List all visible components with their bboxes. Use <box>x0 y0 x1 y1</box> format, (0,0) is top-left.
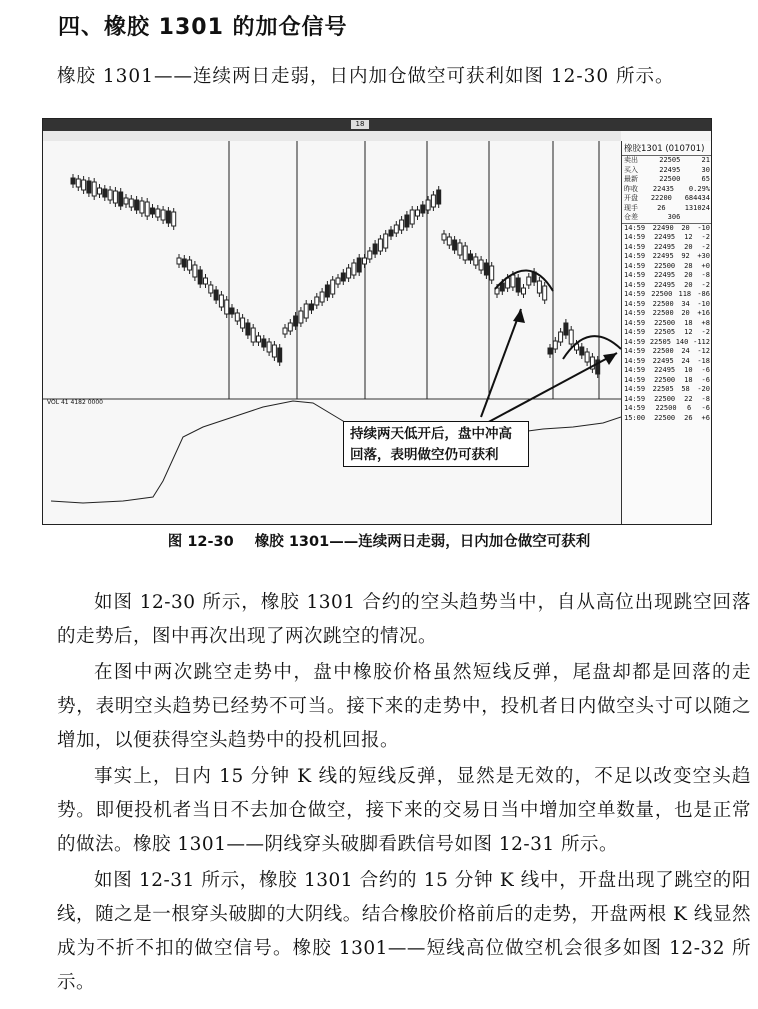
tick-cell: 20 <box>681 223 690 232</box>
quote-row <box>622 213 712 223</box>
quote-cell: 昨收 <box>624 184 638 193</box>
quote-row <box>622 175 712 185</box>
tick-cell: 140 <box>675 337 689 346</box>
candle-body <box>315 297 319 305</box>
candle-body <box>426 200 430 210</box>
tick-cell: 14:59 <box>624 356 646 365</box>
candle-body <box>294 316 298 326</box>
quote-cell: 买入 <box>624 165 638 174</box>
tick-row <box>622 252 712 262</box>
candle-body <box>569 330 573 344</box>
candle-body <box>272 345 276 357</box>
tick-cell: 14:59 <box>624 404 646 412</box>
candle-body <box>108 190 112 200</box>
candle-body <box>156 209 160 217</box>
tick-cell: 28 <box>684 261 693 270</box>
tick-row <box>622 357 712 367</box>
tick-cell: 20 <box>684 242 693 251</box>
candle-body <box>522 288 526 294</box>
quote-cell: 131024 <box>684 203 710 212</box>
candle-body <box>225 300 229 314</box>
quote-cell: 306 <box>667 213 681 221</box>
tick-cell: 22500 <box>654 394 676 403</box>
candle-body <box>140 201 144 213</box>
candle-body <box>76 179 80 187</box>
tick-row <box>622 366 712 376</box>
candle-body <box>442 234 446 240</box>
candle-body <box>543 286 547 300</box>
callout-line-1: 持续两天低开后，盘中冲高 <box>350 426 512 442</box>
indicator-label: VOL 41 4182 0000 <box>47 399 103 406</box>
tick-cell: 24 <box>681 347 690 355</box>
candle-body <box>511 275 515 287</box>
quote-cell: 684434 <box>684 194 710 202</box>
candle-body <box>151 208 155 214</box>
quote-summary <box>622 156 712 223</box>
quote-cell: 26 <box>657 203 666 212</box>
tick-cell: 58 <box>681 385 690 393</box>
tick-cell: 10 <box>684 366 693 374</box>
quote-cell: 0.29% <box>688 184 710 193</box>
quote-row <box>622 194 712 204</box>
candle-body <box>405 215 409 227</box>
tick-cell: 14:59 <box>624 366 646 374</box>
tick-cell: 20 <box>684 271 693 279</box>
quote-cell: 65 <box>701 175 710 183</box>
candle-body <box>299 311 303 323</box>
chart-toolbar <box>43 131 621 141</box>
candle-body <box>437 190 441 204</box>
tick-cell: 22505 <box>649 337 671 346</box>
tick-cell: 22500 <box>654 318 676 327</box>
candlestick-chart <box>43 141 621 524</box>
quote-row <box>622 156 712 166</box>
tick-cell: -12 <box>697 347 710 355</box>
candle-body <box>416 210 420 216</box>
tick-cell: 22495 <box>654 271 676 279</box>
candle-body <box>553 341 557 349</box>
candle-body <box>278 348 282 362</box>
candle-body <box>585 352 589 362</box>
callout-line-2: 回落，表明做空仍可获利 <box>350 447 499 463</box>
candle-body <box>474 257 478 265</box>
tick-cell: 14:59 <box>624 347 646 355</box>
candle-body <box>209 285 213 293</box>
tick-row <box>622 309 712 319</box>
tick-cell: -2 <box>701 280 710 289</box>
candle-body <box>400 220 404 230</box>
quote-cell: 21 <box>701 156 710 164</box>
quote-cell: 22500 <box>659 175 681 183</box>
tick-row <box>622 233 712 243</box>
paragraph: 如图 12-31 所示，橡胶 1301 合约的 15 分钟 K 线中，开盘出现了跳空的阳线，随之是一根穿头破脚的大阴线。结合橡胶价格前后的走势，开盘两根 K 线显然成为不折不扣的做空信号。橡胶 1301——短线高位做空机会很多如图 12-32 所示。 <box>57 870 751 993</box>
paragraph: 在图中两次跳空走势中，盘中橡胶价格虽然短线反弹，尾盘却都是回落的走势，表明空头趋势已经势不可当。接下来的走势中，投机者日内做空头寸可以随之增加，以便获得空头趋势中的投机回报。 <box>57 662 751 751</box>
tick-cell: 26 <box>684 413 693 422</box>
candle-body <box>490 266 494 280</box>
candle-body <box>71 178 75 184</box>
tick-cell: 14:59 <box>624 318 646 327</box>
candle-body <box>463 246 467 260</box>
candle-body <box>251 328 255 342</box>
candle-body <box>384 234 388 248</box>
tick-cell: -10 <box>697 223 710 232</box>
candle-body <box>352 263 356 275</box>
candle-body <box>161 210 165 220</box>
tick-row <box>622 376 712 386</box>
candle-body <box>119 192 123 206</box>
window-button[interactable]: 18 <box>351 120 369 129</box>
tick-cell: 22500 <box>654 375 676 384</box>
tick-cell: 14:59 <box>624 337 646 346</box>
tick-cell: 18 <box>684 375 693 384</box>
window-title-bar <box>43 119 711 131</box>
tick-cell: -6 <box>701 366 710 374</box>
candle-body <box>188 260 192 270</box>
tick-cell: 14:59 <box>624 280 646 289</box>
tick-cell: 14:59 <box>624 242 646 251</box>
quote-cell: 22505 <box>659 156 681 164</box>
tick-cell: 22490 <box>652 223 674 232</box>
tick-cell: 14:59 <box>624 385 646 393</box>
candle-body <box>257 336 261 342</box>
tick-cell: 6 <box>686 404 692 412</box>
tick-cell: 22500 <box>652 309 674 317</box>
quote-cell: 仓差 <box>624 213 638 221</box>
candle-body <box>453 240 457 250</box>
quote-row <box>622 166 712 176</box>
tick-cell: 15:00 <box>624 413 646 422</box>
quote-cell: 22495 <box>659 165 681 174</box>
tick-cell: 12 <box>684 328 693 336</box>
candle-body <box>548 348 552 354</box>
tick-cell: 22495 <box>652 356 674 365</box>
tick-cell: -8 <box>701 271 710 279</box>
tick-cell: 14:59 <box>624 261 646 270</box>
tick-cell: 14:59 <box>624 252 646 260</box>
candle-body <box>283 328 287 334</box>
tick-row <box>622 385 712 395</box>
tick-cell: 22495 <box>654 366 676 374</box>
candle-body <box>389 230 393 236</box>
tick-cell: 14:59 <box>624 309 646 317</box>
tick-row <box>622 319 712 329</box>
figure-title: 橡胶 1301——连续两日走弱，日内加仓做空可获利 <box>254 534 591 550</box>
candle-body <box>145 202 149 216</box>
quote-panel-title: 橡胶1301 (010701) <box>622 141 712 156</box>
quote-cell: 30 <box>701 165 710 174</box>
tick-cell: 22500 <box>652 299 674 308</box>
candle-body <box>193 265 197 277</box>
tick-cell: 14:59 <box>624 233 646 241</box>
candle-body <box>267 342 271 352</box>
candle-body <box>469 254 473 260</box>
candle-body <box>363 258 367 264</box>
candle-body <box>447 237 451 245</box>
candle-body <box>87 181 91 193</box>
tick-row <box>622 328 712 338</box>
tick-row <box>622 224 712 234</box>
candle-body <box>357 258 361 272</box>
candle-body <box>373 244 377 254</box>
quote-cell: 卖出 <box>624 156 638 164</box>
candle-body <box>214 290 218 300</box>
candle-body <box>564 323 568 335</box>
tick-cell: -6 <box>701 404 710 412</box>
tick-cell: 22500 <box>651 290 673 298</box>
tick-row <box>622 290 712 300</box>
candle-body <box>347 268 351 278</box>
tick-cell: 92 <box>681 252 690 260</box>
tick-cell: +8 <box>701 318 710 327</box>
tick-cell: 14:59 <box>624 223 646 232</box>
section-heading: 四、橡胶 1301 的加仓信号 <box>58 15 348 40</box>
body-text <box>57 586 751 1002</box>
tick-cell: 22495 <box>652 252 674 260</box>
paragraph: 如图 12-30 所示，橡胶 1301 合约的空头趋势当中，自从高位出现跳空回落的走势后，图中再次出现了两次跳空的情况。 <box>57 592 751 647</box>
figure-caption <box>0 530 758 551</box>
tick-row <box>622 395 712 405</box>
candle-body <box>341 273 345 281</box>
candle-body <box>336 278 340 284</box>
tick-cell: 22500 <box>654 413 676 422</box>
tick-cell: 22 <box>684 394 693 403</box>
candle-body <box>219 295 223 307</box>
tick-cell: 22505 <box>654 328 676 336</box>
chart-figure <box>42 118 712 525</box>
tick-cell: -6 <box>701 375 710 384</box>
quote-cell: 22435 <box>652 184 674 193</box>
tick-cell: 24 <box>681 356 690 365</box>
candle-body <box>484 263 488 275</box>
candle-body <box>320 292 324 302</box>
quote-cell: 最新 <box>624 175 638 183</box>
candle-body <box>98 188 102 194</box>
candle-body <box>580 347 584 355</box>
candle-body <box>394 225 398 233</box>
tick-row <box>622 347 712 357</box>
candle-body <box>182 259 186 267</box>
candle-body <box>410 210 414 224</box>
tick-cell: 20 <box>684 280 693 289</box>
quote-cell: 22200 <box>650 194 672 202</box>
candle-body <box>177 258 181 264</box>
tick-row <box>622 404 712 414</box>
candle-body <box>368 251 372 259</box>
tick-cell: -8 <box>701 394 710 403</box>
candle-body <box>331 280 335 294</box>
candle-body <box>378 239 382 251</box>
tick-cell: +6 <box>701 413 710 422</box>
tick-cell: -112 <box>693 337 710 346</box>
candle-body <box>527 277 531 285</box>
candle-body <box>135 200 139 210</box>
tick-cell: -2 <box>701 242 710 251</box>
candle-body <box>124 198 128 204</box>
tick-cell: -2 <box>701 233 710 241</box>
candle-body <box>204 278 208 284</box>
tick-cell: -86 <box>697 290 710 298</box>
tick-cell: 14:59 <box>624 375 646 384</box>
candle-body <box>103 189 107 197</box>
tick-cell: -18 <box>697 356 710 365</box>
tick-cell: 22500 <box>654 261 676 270</box>
candle-body <box>230 308 234 314</box>
tick-row <box>622 262 712 272</box>
candle-body <box>288 323 292 331</box>
tick-cell: 22500 <box>655 404 677 412</box>
candle-body <box>198 270 202 284</box>
candle-body <box>172 212 176 226</box>
candle-body <box>241 318 245 328</box>
figure-number: 图 12-30 <box>167 534 234 550</box>
tick-cell: 22505 <box>652 385 674 393</box>
tick-cell: 22500 <box>652 347 674 355</box>
callout-box <box>343 421 529 467</box>
candle-body <box>246 323 250 335</box>
candle-body <box>537 281 541 293</box>
tick-cell: -20 <box>697 385 710 393</box>
tick-cell: -10 <box>697 299 710 308</box>
candle-body <box>431 195 435 207</box>
tick-cell: 14:59 <box>624 271 646 279</box>
tick-list <box>622 223 712 424</box>
tick-row <box>622 271 712 281</box>
candle-body <box>262 339 266 347</box>
tick-cell: 20 <box>681 309 690 317</box>
candle-body <box>559 332 563 342</box>
tick-cell: -2 <box>701 328 710 336</box>
tick-cell: +16 <box>697 309 710 317</box>
tick-cell: 118 <box>678 290 692 298</box>
candle-body <box>113 191 117 203</box>
tick-row <box>622 281 712 291</box>
candle-body <box>310 304 314 310</box>
tick-cell: 14:59 <box>624 394 646 403</box>
quote-row <box>622 185 712 195</box>
candle-body <box>516 278 520 292</box>
candle-body <box>166 211 170 223</box>
tick-cell: +0 <box>701 261 710 270</box>
tick-cell: 34 <box>681 299 690 308</box>
tick-cell: 22495 <box>654 280 676 289</box>
tick-cell: 22495 <box>654 242 676 251</box>
tick-cell: 18 <box>684 318 693 327</box>
tick-cell: 12 <box>684 233 693 241</box>
quote-row <box>622 204 712 214</box>
tick-row <box>622 243 712 253</box>
intro-line: 橡胶 1301——连续两日走弱，日内加仓做空可获利如图 12-30 所示。 <box>57 66 675 87</box>
tick-cell: 14:59 <box>624 290 646 298</box>
candle-body <box>235 313 239 321</box>
paragraph: 事实上，日内 15 分钟 K 线的短线反弹，显然是无效的，不足以改变空头趋势。即便投机者当日不去加仓做空，接下来的交易日当中增加空单数量，也是正常的做法。橡胶 1301——阴线穿头破脚看跌信号如图 12-31 所示。 <box>57 766 751 855</box>
tick-cell: 14:59 <box>624 328 646 336</box>
candle-body <box>92 182 96 196</box>
candle-body <box>421 205 425 213</box>
candle-body <box>129 199 133 207</box>
tick-row <box>622 338 712 348</box>
quote-cell: 现手 <box>624 203 638 212</box>
tick-row <box>622 414 712 424</box>
candle-body <box>479 260 483 270</box>
candle-body <box>304 304 308 318</box>
quote-cell: 开盘 <box>624 194 638 202</box>
tick-cell: 14:59 <box>624 299 646 308</box>
tick-row <box>622 300 712 310</box>
tick-cell: 22495 <box>654 233 676 241</box>
candle-body <box>325 285 329 297</box>
tick-cell: +30 <box>697 252 710 260</box>
quote-panel <box>621 141 712 524</box>
candle-body <box>458 243 462 255</box>
candle-body <box>82 180 86 190</box>
